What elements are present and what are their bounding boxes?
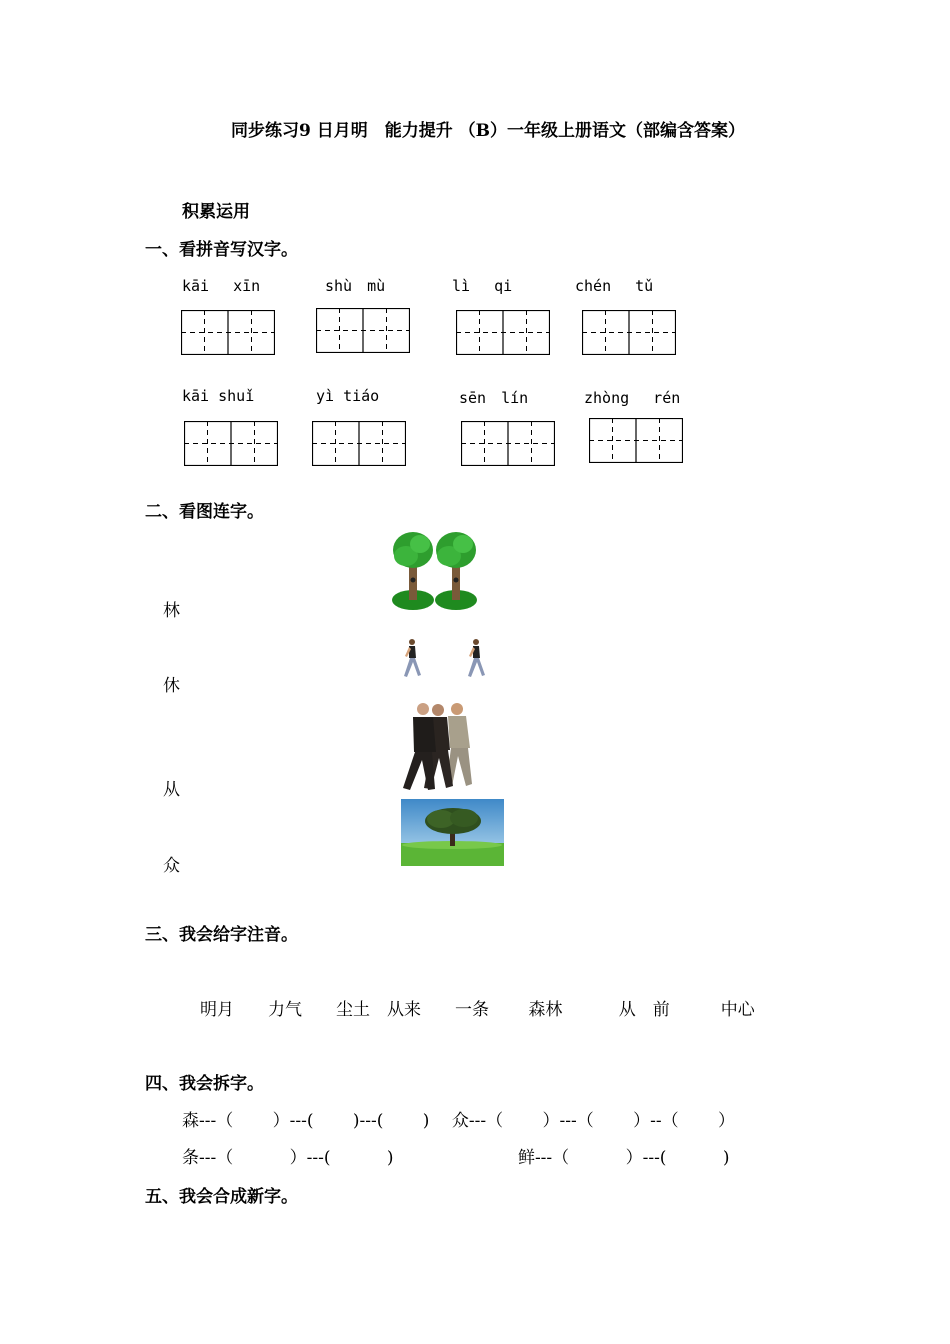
- writing-grid[interactable]: [312, 421, 406, 466]
- pinyin-label: lì qi: [452, 277, 513, 295]
- page-title: 同步练习9 日月明 能力提升 （B）一年级上册语文（部编含答案）: [230, 121, 746, 141]
- two-walkers-image[interactable]: [398, 638, 492, 680]
- writing-grid[interactable]: [582, 310, 676, 355]
- pinyin-label: chén tǔ: [575, 277, 654, 295]
- writing-grid[interactable]: [316, 308, 410, 353]
- match-char[interactable]: 休: [163, 676, 180, 696]
- section-5-heading: 五、我会合成新字。: [145, 1187, 298, 1207]
- writing-grid[interactable]: [184, 421, 278, 466]
- big-tree-image[interactable]: [401, 799, 504, 866]
- section-3-heading: 三、我会给字注音。: [145, 925, 298, 945]
- match-char[interactable]: 众: [163, 856, 180, 876]
- annotate-words: 明月 力气 尘土 从来 一条 森林 从 前 中心: [200, 1000, 755, 1020]
- split-line[interactable]: 森---（ ）---( )---( ) 众---（ ）---（ ）--（ ）: [182, 1111, 736, 1131]
- section-1-heading: 一、看拼音写汉字。: [145, 240, 298, 260]
- pinyin-label: shù mù: [325, 277, 386, 295]
- match-char[interactable]: 从: [163, 780, 180, 800]
- section-4-heading: 四、我会拆字。: [145, 1074, 264, 1094]
- split-line[interactable]: 条---（ ）---( ) 鲜---（ ）---( ): [182, 1148, 730, 1168]
- writing-grid[interactable]: [461, 421, 555, 466]
- writing-grid[interactable]: [181, 310, 275, 355]
- writing-grid[interactable]: [589, 418, 683, 463]
- match-char[interactable]: 林: [163, 601, 180, 621]
- three-men-walking-image[interactable]: [400, 700, 482, 792]
- pinyin-label: kāi shuǐ: [182, 387, 255, 405]
- pinyin-label: yì tiáo: [316, 387, 380, 405]
- writing-grid[interactable]: [456, 310, 550, 355]
- pinyin-label: sēn lín: [459, 389, 529, 407]
- section-2-heading: 二、看图连字。: [145, 502, 264, 522]
- pinyin-label: kāi xīn: [182, 277, 261, 295]
- pinyin-label: zhòng rén: [584, 389, 681, 407]
- subtitle: 积累运用: [182, 202, 250, 222]
- two-trees-image[interactable]: [390, 530, 482, 612]
